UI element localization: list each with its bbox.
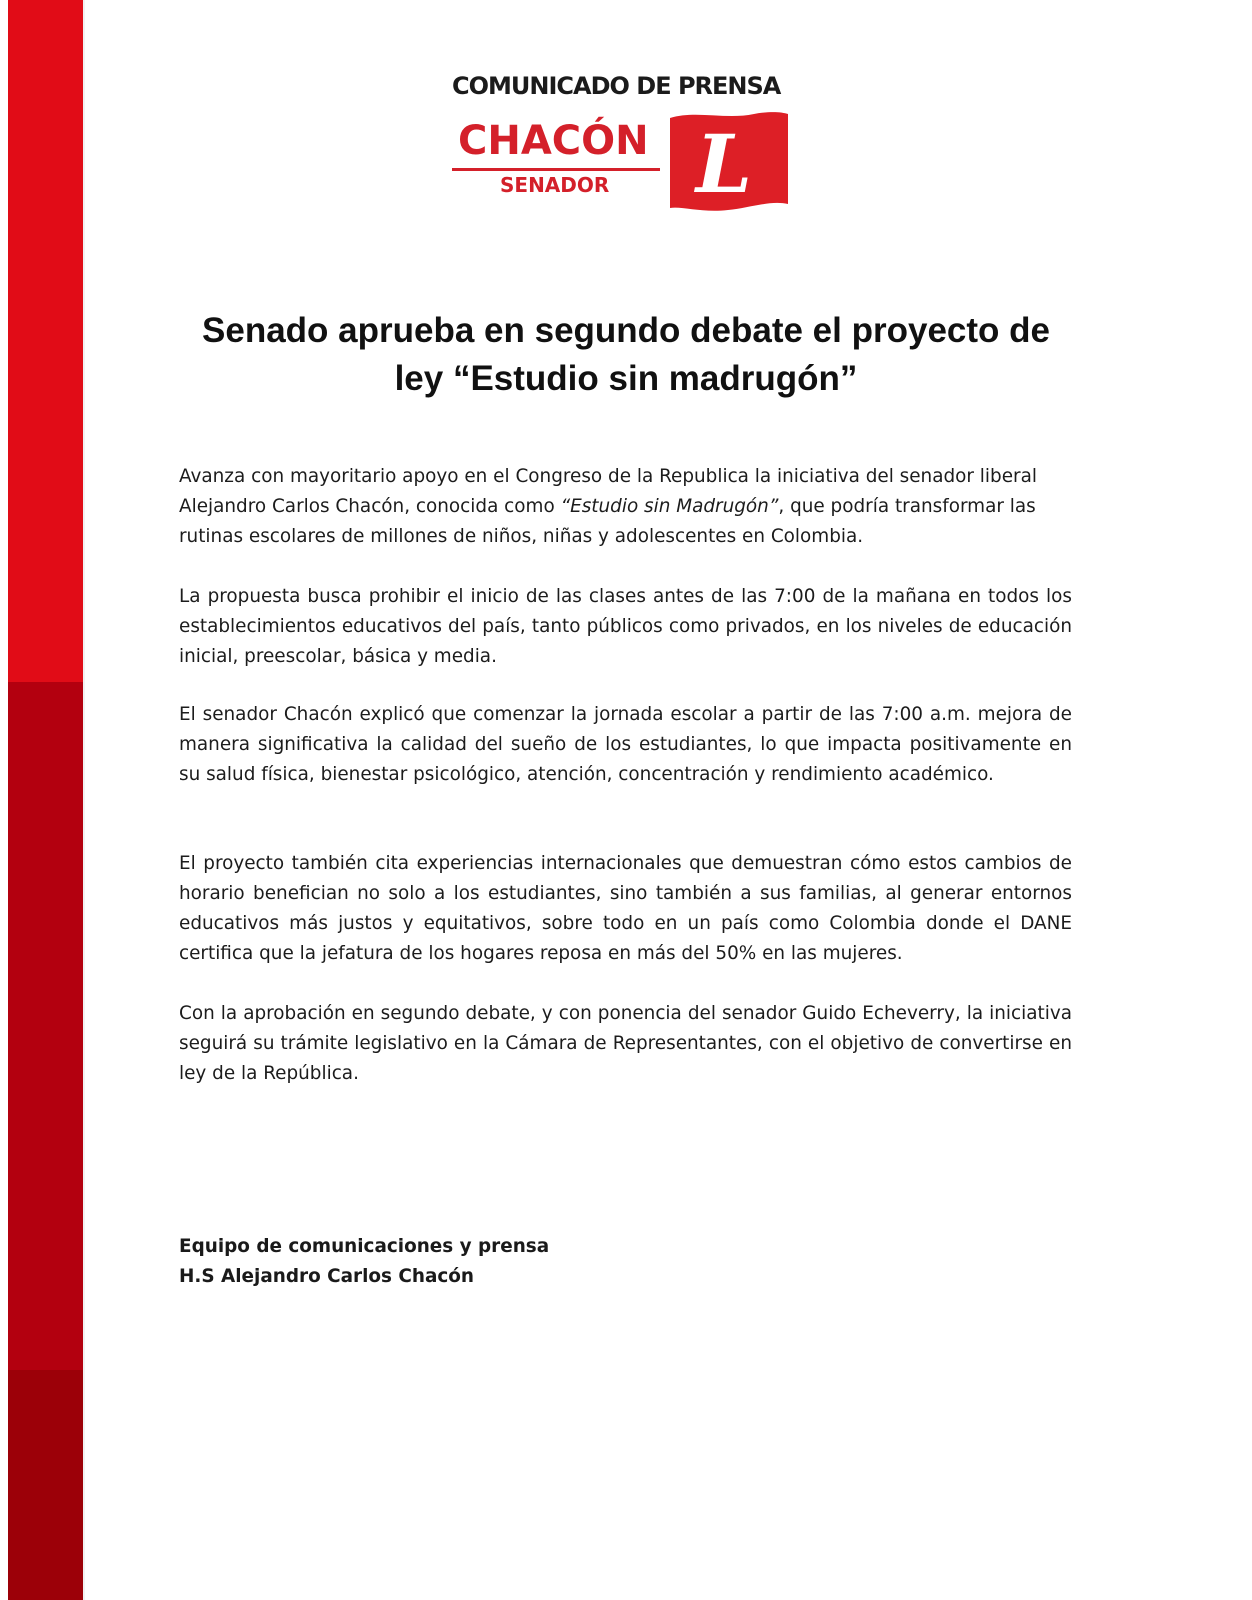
side-stripe-top [8, 0, 83, 682]
liberal-flag-icon [666, 108, 790, 214]
headline [180, 307, 1072, 403]
signature-name: H.S Alejandro Carlos Chacón [179, 1266, 475, 1287]
paragraph-3: El senador Chacón explicó que comenzar la jornada escolar a partir de las 7:00 a.m. mejora de manera significativa la calidad del sueño de los estudiantes, lo que impacta positivamente en su salud física, bienestar psicológico, atención, concentración y rendimiento académico. [179, 704, 1072, 785]
side-stripe-bottom [8, 1370, 83, 1600]
brand-divider [452, 168, 660, 171]
flag-letter: L [695, 117, 753, 211]
signature-team: Equipo de comunicaciones y prensa [179, 1236, 550, 1257]
paragraph-1-emphasis: “Estudio sin Madrugón” [560, 496, 779, 517]
press-release-title: COMUNICADO DE PRENSA [452, 72, 781, 100]
headline-line-2: ley “Estudio sin madrugón” [394, 359, 858, 398]
brand-name: CHACÓN [458, 118, 649, 164]
paragraph-2: La propuesta busca prohibir el inicio de las clases antes de las 7:00 de la mañana en todos los establecimientos educativos del país, tanto públicos como privados, en los niveles de educación inicial, preescolar, básica y media. [179, 586, 1072, 667]
paragraph-4: El proyecto también cita experiencias internacionales que demuestran cómo estos cambios de horario benefician no solo a los estudiantes, sino también a sus familias, al generar entornos educativos más justos y equitativos, sobre todo en un país como Colombia donde el DANE certifica que la jefatura de los hogares reposa en más del 50% en las mujeres. [179, 853, 1072, 964]
paragraph-1 [179, 462, 1072, 552]
paragraph-5: Con la aprobación en segundo debate, y con ponencia del senador Guido Echeverry, la iniciativa seguirá su trámite legislativo en la Cámara de Representantes, con el objetivo de convertirse en ley de la República. [179, 1003, 1072, 1084]
paragraph-1-text-b: , que podría transformar las rutinas escolares de millones de niños, niñas y adolescentes en Colombia. [179, 496, 1036, 547]
headline-line-1: Senado aprueba en segundo debate el proyecto de [202, 311, 1050, 350]
brand-subtitle: SENADOR [500, 173, 610, 197]
stripe-edge [83, 0, 85, 1600]
side-stripe-middle [8, 682, 83, 1370]
signature-block [179, 1232, 549, 1292]
paragraph-1-text-a: Avanza con mayoritario apoyo en el Congreso de la Republica la iniciativa del senador liberal Alejandro Carlos Chacón, conocida como [179, 466, 1037, 517]
